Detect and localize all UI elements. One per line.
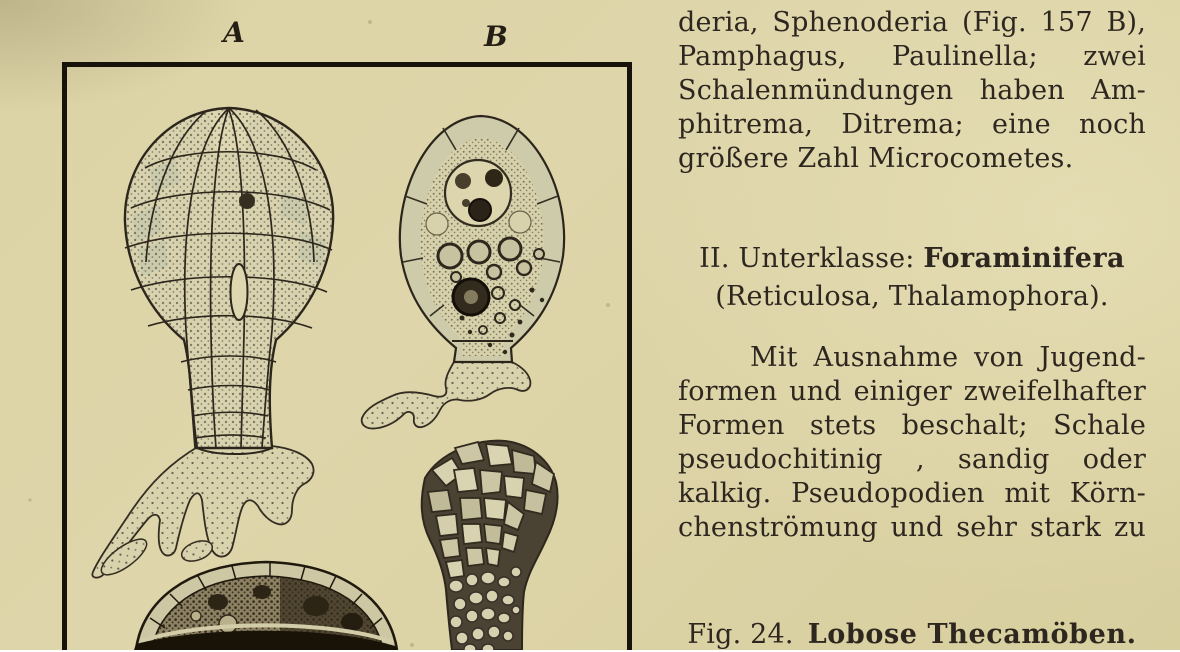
caption-fig-number: Fig. 24.: [687, 619, 794, 650]
central-slit: [231, 264, 248, 320]
text-line: kalkig. Pseudopodien mit Körn-: [678, 478, 1146, 509]
text-line: chenströmung und sehr stark zu: [678, 512, 1146, 543]
heading-line-2: (Reticulosa, Thalamophora).: [715, 281, 1109, 312]
text-line: Formen stets beschalt; Schale: [678, 410, 1146, 441]
text-line: phitrema, Ditrema; eine noch: [678, 109, 1146, 140]
text-line: Pamphagus, Paulinella; zwei: [678, 41, 1146, 72]
text-line: formen und einiger zweifelhafter: [678, 376, 1146, 407]
text-line: größere Zahl Microcometes.: [678, 143, 1074, 174]
text-line: Mit Ausnahme von Jugend-: [750, 342, 1146, 373]
text-line: deria, Sphenoderia (Fig. 157 B),: [678, 7, 1146, 38]
organism-a-illustration: [92, 108, 333, 581]
heading-bold-foraminifera: Foraminifera: [923, 243, 1125, 274]
panel-label-b: B: [484, 20, 508, 53]
organism-b-illustration: [362, 116, 564, 429]
caption-title: Lobose Thecamöben.: [807, 619, 1137, 650]
text-line: pseudochitinig , sandig oder: [678, 444, 1146, 475]
heading-line-1: II. Unterklasse: Foraminifera: [699, 243, 1125, 274]
text-line: Schalenmündungen haben Am-: [678, 75, 1146, 106]
panel-label-a: A: [223, 16, 245, 49]
organism-c-illustration: [422, 441, 558, 650]
nucleus-dot: [239, 193, 255, 209]
paragraph-genera: [678, 6, 1146, 176]
nucleus: [445, 160, 511, 226]
organism-arcella-illustration: [134, 562, 397, 650]
paragraph-description: [678, 341, 1146, 545]
subclass-heading: [678, 240, 1146, 316]
figure-caption: [678, 618, 1146, 652]
